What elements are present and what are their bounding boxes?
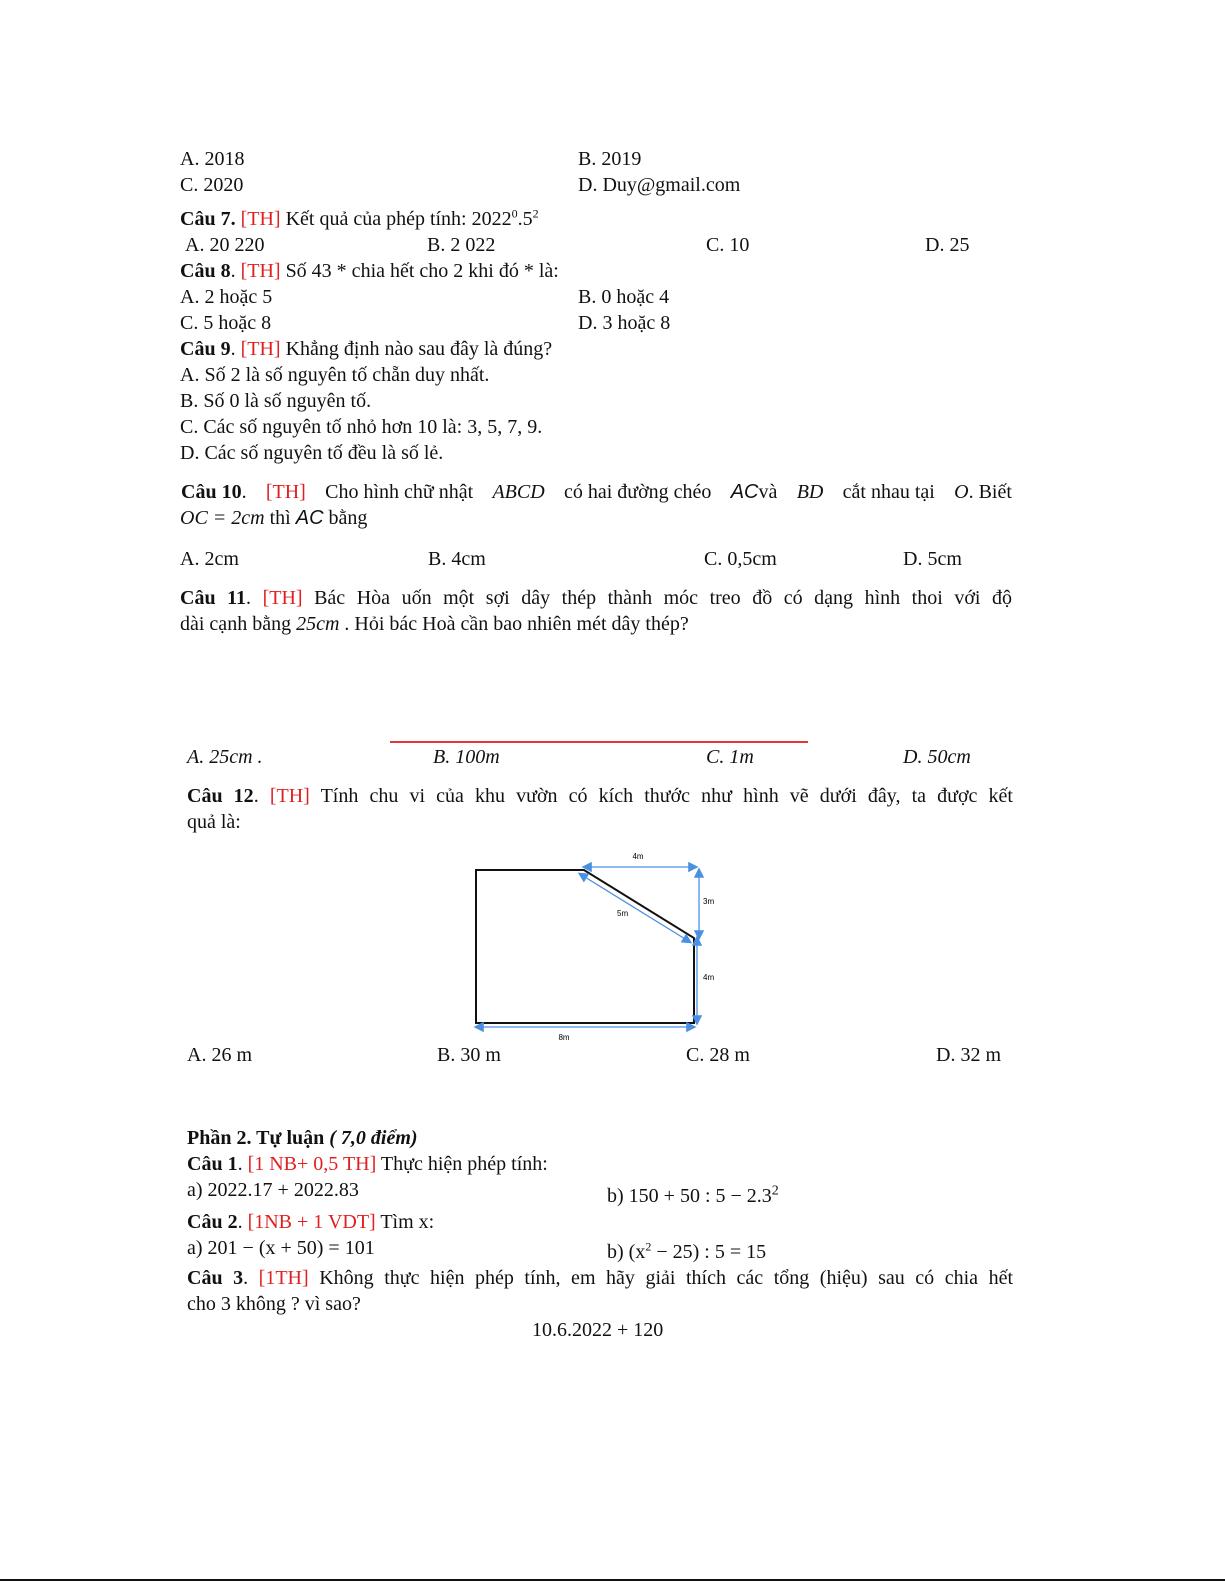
q10-t1: Cho hình chữ nhật <box>325 481 474 503</box>
q10-line1: Câu 10. [TH] Cho hình chữ nhật ABCD có hai đường chéo ACvà BD cắt nhau tại O. Biết <box>181 481 1012 503</box>
part2-points: ( 7,0 điểm) <box>329 1127 418 1149</box>
q10-bd: BD <box>796 481 824 503</box>
q11-option-b-text: B. 100m <box>433 746 500 768</box>
q11-option-d-text: D. 50cm <box>903 746 971 768</box>
part2-c3-line1: Câu 3. [1TH] Không thực hiện phép tính, em hãy giải thích các tổng (hiệu) sau có chia hết <box>187 1267 1014 1289</box>
q12-line2: quả là: <box>187 811 241 833</box>
q10-tag: [TH] <box>265 481 306 503</box>
diagonal-dimension-arrow <box>580 874 690 942</box>
q8-stem: Câu 8. [TH] Số 43 * chia hết cho 2 khi đó * là: <box>180 260 559 282</box>
page-bottom-border <box>0 1579 1225 1581</box>
q11-option-d <box>903 745 971 769</box>
part2-title: Phần 2. Tự luận <box>187 1127 325 1149</box>
q10-t4: cắt nhau tại <box>842 481 935 503</box>
q7-mid: .5 <box>517 208 533 230</box>
q12-option-d: D. 32 m <box>936 1044 1001 1066</box>
q11-label: Câu 11 <box>180 587 247 609</box>
q11-option-c-text: C. 1m <box>706 746 754 768</box>
q9-tag: [TH] <box>240 338 281 360</box>
q10-oc: OC = 2cm <box>180 507 265 529</box>
q8-option-b: B. 0 hoặc 4 <box>578 286 670 308</box>
q8-label: Câu 8 <box>180 260 231 282</box>
q9-option-a: A. Số 2 là số nguyên tố chẵn duy nhất. <box>180 364 490 386</box>
figure-label-right-bottom: 4m <box>703 973 715 982</box>
q9-option-c: C. Các số nguyên tố nhỏ hơn 10 là: 3, 5, 7, 9. <box>180 416 543 438</box>
q9-stem: Câu 9. [TH] Khẳng định nào sau đây là đúng? <box>180 338 553 360</box>
q7-text: Kết quả của phép tính: <box>285 208 467 230</box>
part2-c1-b <box>607 1184 779 1208</box>
q10-option-a: A. 2cm <box>180 548 239 570</box>
part2-c2-b-post: − 25) : 5 = 15 <box>651 1241 767 1263</box>
part2-c2-b-exp: 2 <box>645 1239 652 1254</box>
part2-c3-label: Câu 3 <box>187 1267 244 1289</box>
q10-abcd: ABCD <box>492 481 545 503</box>
garden-outline <box>476 870 694 1023</box>
part2-c2-a: a) 201 − (x + 50) = 101 <box>187 1237 375 1259</box>
q11-length: 25cm <box>296 613 340 635</box>
q9-option-b: B. Số 0 là số nguyên tố. <box>180 390 372 412</box>
q11-option-b <box>433 745 500 769</box>
part2-c3-tag: [1TH] <box>258 1267 309 1289</box>
q12-option-a: A. 26 m <box>187 1044 252 1066</box>
part2-c2-text: Tìm x: <box>380 1211 435 1233</box>
part2-c1-text: Thực hiện phép tính: <box>380 1153 548 1175</box>
q11-option-a-text: A. 25cm . <box>187 746 263 768</box>
q10-t7: bằng <box>328 507 368 529</box>
q7-option-a: A. 20 220 <box>185 234 265 256</box>
part2-c3-expression: 10.6.2022 + 120 <box>532 1319 664 1341</box>
part2-c1-b-exp: 2 <box>771 1183 779 1199</box>
q7-base: 2022 <box>471 208 512 230</box>
part2-c3-line2: cho 3 không ? vì sao? <box>187 1293 361 1315</box>
q8-option-c: C. 5 hoặc 8 <box>180 312 272 334</box>
q10-line2 <box>180 506 367 530</box>
q6-option-d: D. Duy@gmail.com <box>578 174 741 196</box>
q11-text2b: . Hỏi bác Hoà cần bao nhiên mét dây thép? <box>344 613 689 635</box>
part2-c1-b-text: b) 150 + 50 : 5 − 2.3 <box>607 1185 772 1207</box>
part2-c2-label: Câu 2 <box>187 1211 238 1233</box>
q10-label: Câu 10 <box>181 481 242 503</box>
q7-stem <box>180 207 539 231</box>
q12-label: Câu 12 <box>187 785 254 807</box>
part2-c1-a: a) 2022.17 + 2022.83 <box>187 1179 359 1201</box>
q7-option-c: C. 10 <box>706 234 750 256</box>
q7-tag: [TH] <box>240 208 281 230</box>
q11-text1: Bác Hòa uốn một sợi dây thép thành móc treo đồ có dạng hình thoi với độ <box>314 587 1013 609</box>
q7-expression <box>472 208 539 230</box>
q7-exp1: 0 <box>511 206 518 221</box>
q6-option-a: A. 2018 <box>180 148 245 170</box>
q11-text2a: dài cạnh bằng <box>180 613 292 635</box>
q12-line1: Câu 12. [TH] Tính chu vi của khu vườn có kích thước như hình vẽ dưới đây, ta được kết <box>187 785 1013 807</box>
part2-c1-tag: [1 NB+ 0,5 TH] <box>247 1153 377 1175</box>
figure-label-top: 4m <box>632 852 644 861</box>
q10-ac2: AC <box>295 507 324 529</box>
q11-option-c <box>706 745 754 769</box>
q7-label: Câu 7. <box>180 208 236 230</box>
figure-label-diag: 5m <box>617 909 629 918</box>
q8-tag: [TH] <box>240 260 281 282</box>
q10-t3: và <box>758 481 778 503</box>
garden-figure <box>462 850 722 1045</box>
q12-text1: Tính chu vi của khu vườn có kích thước như hình vẽ dưới đây, ta được kết <box>320 785 1013 807</box>
q6-option-c: C. 2020 <box>180 174 244 196</box>
q9-text: Khẳng định nào sau đây là đúng? <box>285 338 553 360</box>
part2-c2-b-pre: b) (x <box>607 1241 646 1263</box>
q12-tag: [TH] <box>269 785 310 807</box>
q7-exp2: 2 <box>532 206 539 221</box>
q10-ac: AC <box>730 481 759 503</box>
q11-line1: Câu 11. [TH] Bác Hòa uốn một sợi dây thép thành móc treo đồ có dạng hình thoi với độ <box>180 587 1013 609</box>
q12-option-b: B. 30 m <box>437 1044 501 1066</box>
part2-heading <box>187 1126 418 1150</box>
q10-t6: thì <box>269 507 291 529</box>
part2-c1-stem: Câu 1. [1 NB+ 0,5 TH] Thực hiện phép tính: <box>187 1153 548 1175</box>
q10-o: O <box>954 481 969 503</box>
q7-option-b: B. 2 022 <box>427 234 496 256</box>
part2-c3-text1: Không thực hiện phép tính, em hãy giải thích các tổng (hiệu) sau có chia hết <box>319 1267 1014 1289</box>
q11-line2 <box>180 612 689 636</box>
part2-c2-b <box>607 1240 766 1264</box>
q8-option-a: A. 2 hoặc 5 <box>180 286 273 308</box>
q10-option-b: B. 4cm <box>428 548 486 570</box>
q10-t5: . Biết <box>968 481 1012 503</box>
figure-label-bottom: 8m <box>558 1033 570 1042</box>
q11-option-a <box>187 745 263 769</box>
q8-text: Số 43 * chia hết cho 2 khi đó * là: <box>285 260 559 282</box>
q9-option-d: D. Các số nguyên tố đều là số lẻ. <box>180 442 444 464</box>
q9-label: Câu 9 <box>180 338 231 360</box>
figure-label-right-top: 3m <box>703 897 715 906</box>
q6-option-b: B. 2019 <box>578 148 642 170</box>
q10-option-c: C. 0,5cm <box>704 548 777 570</box>
q12-option-c: C. 28 m <box>686 1044 750 1066</box>
q8-option-d: D. 3 hoặc 8 <box>578 312 671 334</box>
part2-c2-stem: Câu 2. [1NB + 1 VDT] Tìm x: <box>187 1211 435 1233</box>
part2-c1-label: Câu 1 <box>187 1153 238 1175</box>
part2-c2-tag: [1NB + 1 VDT] <box>247 1211 376 1233</box>
q7-option-d: D. 25 <box>925 234 970 256</box>
q10-t2: có hai đường chéo <box>563 481 712 503</box>
q11-tag: [TH] <box>262 587 303 609</box>
red-divider-line <box>390 741 808 743</box>
q10-option-d: D. 5cm <box>903 548 962 570</box>
